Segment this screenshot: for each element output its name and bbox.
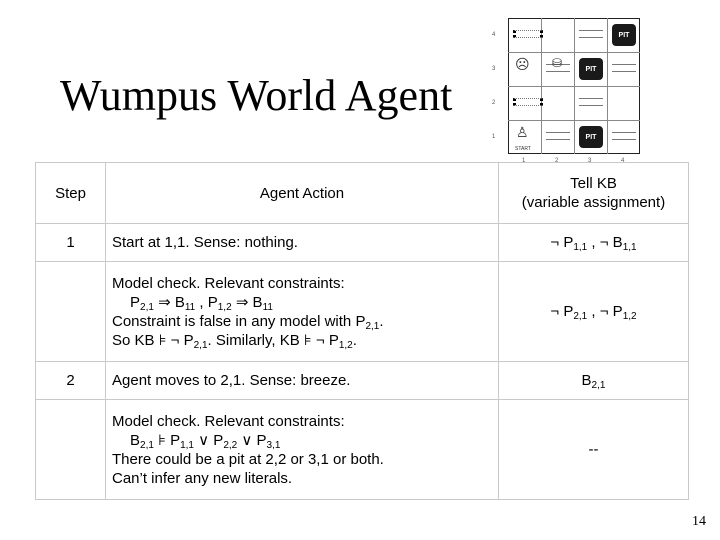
row-label-4: 4: [492, 32, 496, 38]
table-header-row: [36, 163, 689, 224]
pit-icon: PIT: [579, 126, 603, 148]
action-line: Model check. Relevant constraints:: [112, 412, 345, 430]
breeze-icon: [612, 132, 636, 140]
kb-literal: ¬ P: [550, 234, 574, 251]
kb-cell: [499, 362, 689, 400]
col-label-4: 4: [621, 158, 625, 164]
header-kb-line2: (variable assignment): [521, 194, 666, 211]
kb-literal: ¬ B: [599, 234, 623, 251]
action-cell: [106, 262, 499, 362]
header-tell-kb: [499, 163, 689, 224]
action-line: Constraint is false in any model with $P_{2,1}$.: [112, 312, 384, 332]
stench-icon: [513, 30, 543, 38]
step-cell: 1: [36, 224, 106, 262]
wumpus-grid-figure: [488, 14, 648, 169]
table-row: [36, 362, 689, 400]
kb-literal-sub: 1,1: [573, 242, 588, 253]
action-line: $P_{2,1}$ ⇒ $B_{11}$ , $P_{1,2}$ ⇒ $B_{11}$: [130, 293, 273, 313]
kb-literal-sub: 1,2: [622, 311, 637, 322]
kb-literal-sub: 1,1: [622, 242, 637, 253]
kb-cell: --: [499, 400, 689, 500]
action-cell: [106, 400, 499, 500]
row-label-3: 3: [492, 66, 496, 72]
start-label: START: [515, 146, 531, 152]
breeze-icon: [612, 64, 636, 72]
kb-separator: ,: [587, 303, 600, 320]
action-line: Model check. Relevant constraints:: [112, 274, 345, 292]
header-step: Step: [36, 163, 106, 224]
kb-literal: B: [581, 372, 592, 389]
pit-icon: PIT: [612, 24, 636, 46]
kb-literal: ¬ P: [550, 303, 574, 320]
breeze-icon: [579, 98, 603, 106]
table-row: [36, 224, 689, 262]
table-row: [36, 262, 689, 362]
action-line: Can’t infer any new literals.: [112, 469, 293, 487]
row-label-2: 2: [492, 100, 496, 106]
header-kb-line1: Tell KB: [570, 175, 617, 192]
action-cell: Start at 1,1. Sense: nothing.: [106, 224, 499, 262]
col-label-2: 2: [555, 158, 559, 164]
kb-table: [35, 162, 689, 500]
kb-cell: [499, 262, 689, 362]
grid-line: [508, 120, 640, 121]
action-line: There could be a pit at 2,2 or 3,1 or both.: [112, 450, 384, 468]
kb-literal: ¬ P: [599, 303, 623, 320]
stench-icon: [513, 98, 543, 106]
kb-literal-sub: 2,1: [573, 311, 588, 322]
action-cell: Agent moves to 2,1. Sense: breeze.: [106, 362, 499, 400]
step-cell: [36, 262, 106, 362]
grid-line: [508, 52, 640, 53]
page-number: 14: [692, 514, 706, 529]
grid-line: [508, 86, 640, 87]
wumpus-icon: ☹: [515, 56, 530, 72]
row-label-1: 1: [492, 134, 496, 140]
action-line: $B_{2,1}$ ⊧ $P_{1,1}$ ∨ $P_{2,2}$ ∨ $P_{3,1}$: [130, 431, 281, 451]
breeze-icon: [546, 132, 570, 140]
step-cell: 2: [36, 362, 106, 400]
action-line: So KB ⊧ ¬ $P_{2,1}$. Similarly, KB ⊧ ¬ $P_{1,2}$.: [112, 331, 357, 351]
breeze-icon: [579, 30, 603, 38]
step-cell: [36, 400, 106, 500]
kb-cell: [499, 224, 689, 262]
table-row: [36, 400, 689, 500]
kb-separator: ,: [587, 234, 600, 251]
col-label-1: 1: [522, 158, 526, 164]
pit-icon: PIT: [579, 58, 603, 80]
kb-literal-sub: 2,1: [591, 380, 606, 391]
header-action: Agent Action: [106, 163, 499, 224]
col-label-3: 3: [588, 158, 592, 164]
agent-icon: ♙: [516, 124, 529, 140]
gold-icon: ⛁: [552, 56, 563, 70]
slide-title: Wumpus World Agent: [60, 71, 453, 120]
